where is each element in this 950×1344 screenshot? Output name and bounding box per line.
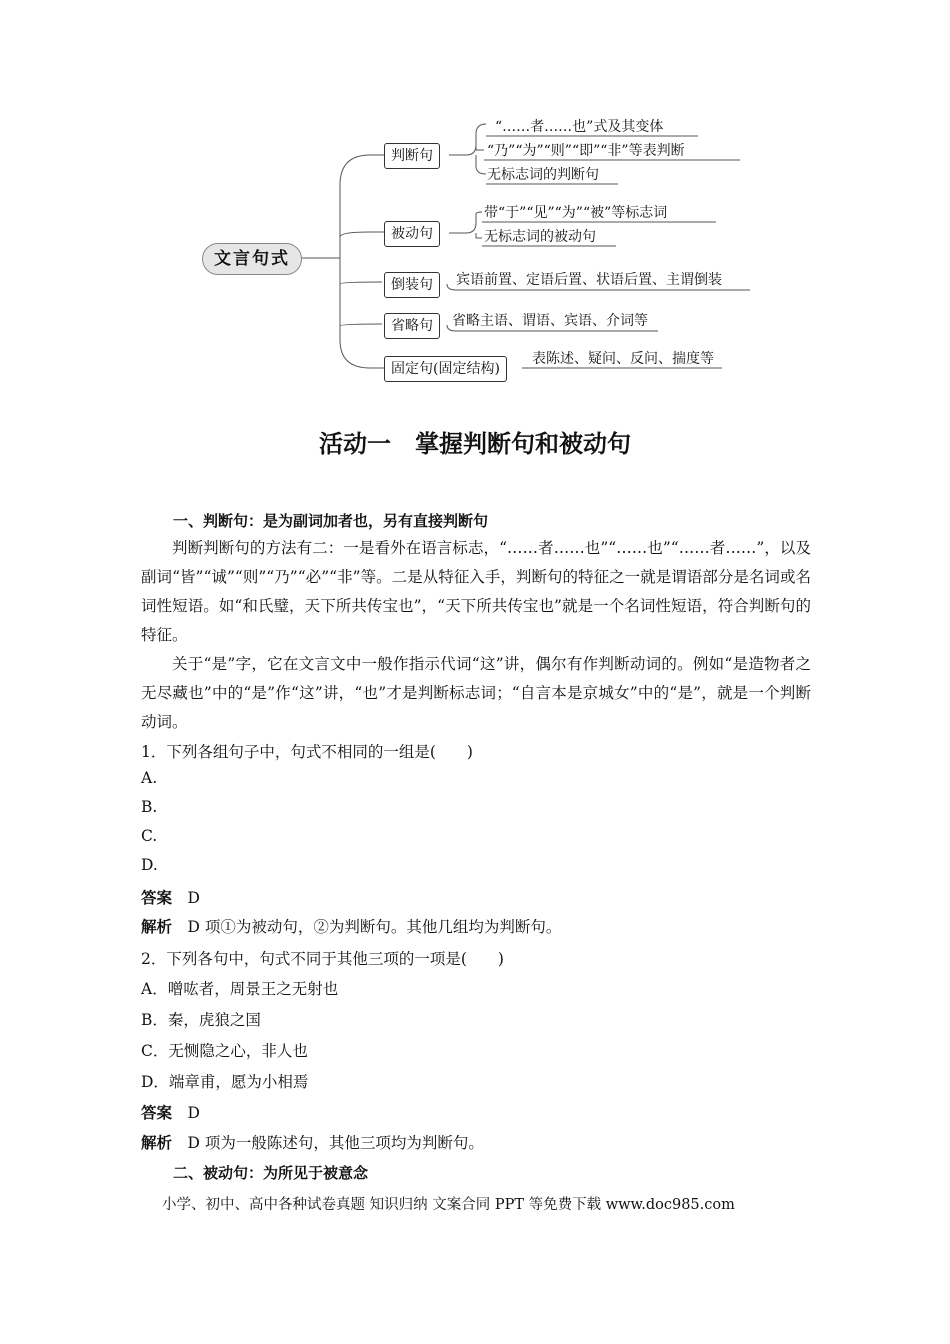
- mindmap-branch-judgment: 判断句: [384, 143, 440, 169]
- option-c: C.: [141, 827, 158, 845]
- answer-value: D: [187, 889, 200, 907]
- option-a: A.: [141, 769, 158, 787]
- answer-row: [141, 886, 200, 908]
- section-title: 二、被动句：为所见于被意念: [173, 1164, 369, 1182]
- mindmap-root: 文言句式: [202, 243, 302, 275]
- analysis-text: D 项①为被动句，②为判断句。其他几组均为判断句。: [187, 918, 562, 936]
- section-title: 一、判断句：是为副词加者也，另有直接判断句: [173, 512, 489, 530]
- mindmap-leaf: 省略主语、谓语、宾语、介词等: [452, 313, 648, 329]
- mindmap-leaf: 带“于”“见”“为”“被”等标志词: [484, 205, 668, 221]
- mindmap-branch-omission: 省略句: [384, 313, 440, 339]
- answer-row: [141, 1101, 200, 1123]
- mindmap-connectors: [0, 0, 950, 400]
- question-stem: 2．下列各句中，句式不同于其他三项的一项是( ): [141, 950, 504, 968]
- analysis-label: 解析: [141, 918, 173, 936]
- analysis-row: [141, 915, 561, 937]
- mindmap-leaf: 表陈述、疑问、反问、揣度等: [532, 351, 714, 367]
- answer-value: D: [187, 1104, 200, 1122]
- mindmap-branch-inverted: 倒装句: [384, 272, 440, 298]
- mindmap-leaf: “乃”“为”“则”“即”“非”等表判断: [487, 143, 685, 159]
- question-stem: 1．下列各组句子中，句式不相同的一组是( ): [141, 743, 473, 761]
- footer-text: 小学、初中、高中各种试卷真题 知识归纳 文案合同 PPT 等免费下载 www.doc985.com: [162, 1197, 735, 1213]
- analysis-row: [141, 1131, 484, 1153]
- analysis-text: D 项为一般陈述句，其他三项均为判断句。: [187, 1134, 484, 1152]
- option-c: C．无恻隐之心，非人也: [141, 1042, 308, 1060]
- paragraph: 判断判断句的方法有二：一是看外在语言标志，“……者……也”“……也”“……者……”，以及副词“皆”“诚”“则”“乃”“必”“非”等。二是从特征入手，判断句的特征之一就是谓语部分是名词或名词性短语。如“和氏璧，天下所共传宝也”，“天下所共传宝也”就是一个名词性短语，符合判断句的特征。: [141, 539, 811, 644]
- mindmap-leaf: 无标志词的被动句: [484, 229, 596, 245]
- option-d: D.: [141, 856, 158, 874]
- option-d: D．端章甫，愿为小相焉: [141, 1073, 309, 1091]
- mindmap-leaf: “……者……也”式及其变体: [495, 119, 664, 135]
- option-b: B．秦，虎狼之国: [141, 1011, 261, 1029]
- mindmap-branch-passive: 被动句: [384, 221, 440, 247]
- answer-label: 答案: [141, 889, 173, 907]
- mindmap-branch-fixed: 固定句(固定结构): [384, 356, 507, 382]
- option-b: B.: [141, 798, 158, 816]
- activity-heading: 活动一 掌握判断句和被动句: [319, 430, 631, 458]
- paragraph: 关于“是”字，它在文言文中一般作指示代词“这”讲，偶尔有作判断动词的。例如“是造物者之无尽藏也”中的“是”作“这”讲，“也”才是判断标志词；“自言本是京城女”中的“是”，就是一个判断动词。: [141, 655, 811, 731]
- mindmap-leaf: 宾语前置、定语后置、状语后置、主谓倒装: [456, 272, 722, 288]
- mindmap-leaf: 无标志词的判断句: [487, 167, 599, 183]
- analysis-label: 解析: [141, 1134, 173, 1152]
- option-a: A．噌吰者，周景王之无射也: [141, 980, 339, 998]
- answer-label: 答案: [141, 1104, 173, 1122]
